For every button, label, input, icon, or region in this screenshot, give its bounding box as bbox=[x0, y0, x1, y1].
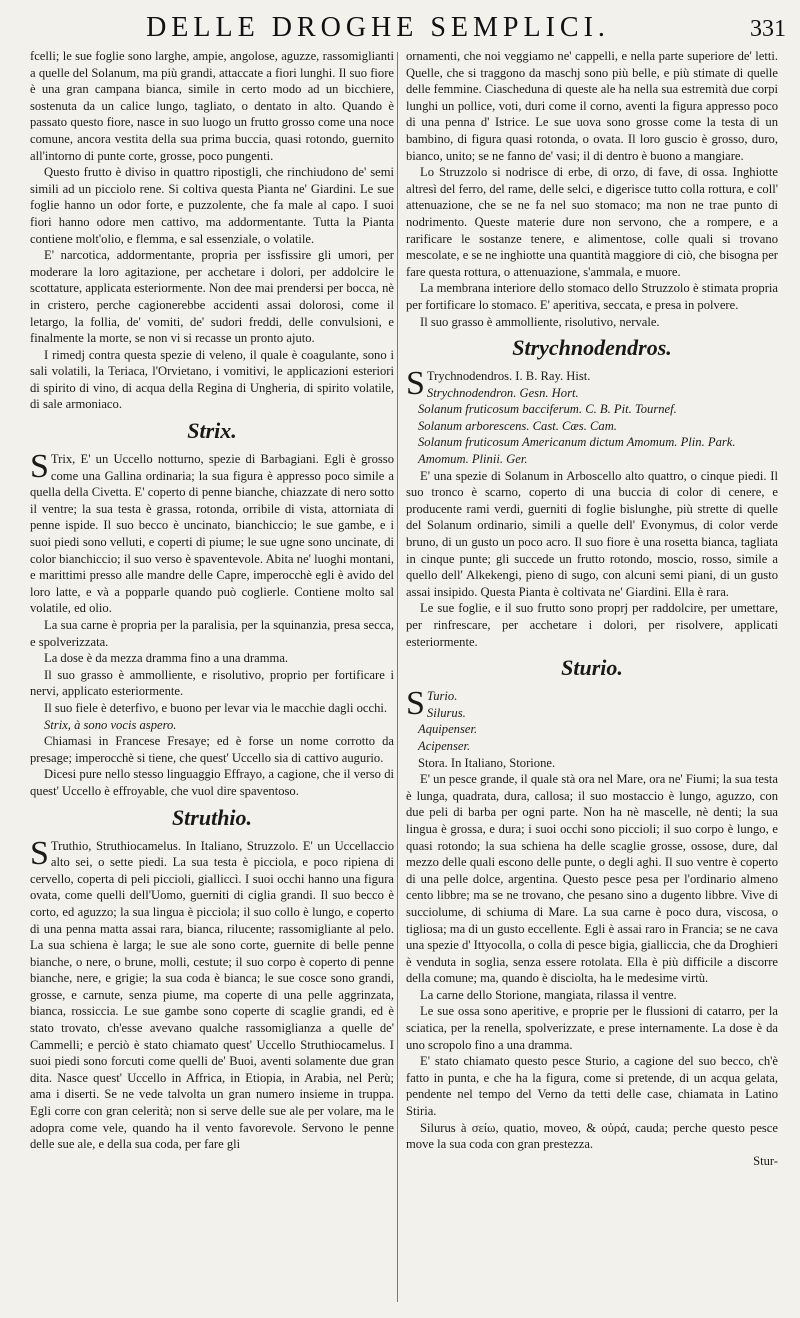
paragraph: Il suo fiele è deterfivo, e buono per levar via le macchie dagli occhi. bbox=[44, 700, 388, 715]
drop-cap: S bbox=[30, 448, 49, 486]
entry-body bbox=[30, 834, 394, 1153]
paragraph: E' stato chiamato questo pesce Sturio, a cagione del suo becco, ch'è fatto in punta, e che ha la figura, come si pretende, di un acqua gelata, pendente nel tempo del Verno da tetti delle case, chiamata in Latino Stiria. bbox=[406, 1054, 778, 1119]
drop-cap: S bbox=[30, 834, 49, 872]
paragraph: La carne dello Storione, mangiata, rilassa il ventre. bbox=[420, 987, 677, 1002]
entry-title-strix: Strix. bbox=[187, 418, 237, 444]
synonym-line: Solanum arborescens. Cast. Cæs. Cam. bbox=[418, 418, 617, 433]
synonym-line: Silurus. bbox=[426, 705, 466, 720]
paragraph: Chiamasi in Francese Fresaye; ed è forse un nome corrotto da presage; imperocchè si tiene, che quest' Uccello sia di cattivo augurio. bbox=[30, 734, 394, 765]
catchword: Stur- bbox=[753, 1153, 778, 1168]
synonym-line: Strychnodendron. Gesn. Hort. bbox=[426, 385, 579, 400]
entry-title-struthio: Struthio. bbox=[171, 804, 253, 830]
left-column bbox=[30, 48, 394, 1306]
page-number: 331 bbox=[750, 16, 786, 42]
paragraph: E' un pesce grande, il quale stà ora nel Mare, ora ne' Fiumi; la sua testa è lunga, quadrata, dura, callosa; il suo mostaccio è lungo, aguzzo, con due peli di barba per ogni parte. Non ha nè mascelle, nè denti; la sua lingua è grossa, e dura; i suoi occhi sono piccioli; il suo corpo è lungo, e quasi rotondo; la sua schiena ha delle scaglie grosse, ossose, dure, dal mezzo delle quali escono delle punte, o degli aghi. Il suo ventre è coperto di una pelle dolce, argentina. Questo pesce pesa per l'ordinario almeno cento libbre; ma se ne trovano, che pesano sino a dugento libbre. Vive di succiolume, di schiuma di Mare. La sua carne è poco dura, viscosa, o tigliosa; ma di un gusto eccellente. Egli è assai raro in Francia; se ne cava una spezie d' Ittyocolla, o colla di pesce bigia, gialliccia, che da Droghieri è venduta in soglia, senza essere rotolata. Ella è più difficile a discorre della comune; ma, quando è disciolta, ha le medesime virtù. bbox=[406, 772, 778, 986]
synonym-text: Trychnodendros. I. B. Ray. Hist. bbox=[426, 369, 591, 384]
paragraph: La dose è da mezza dramma fino a una dramma. bbox=[44, 651, 289, 666]
right-column bbox=[406, 48, 778, 1306]
etymology: Strix, à sono vocis aspero. bbox=[44, 717, 177, 732]
paragraph-text: Trix, E' un Uccello notturno, spezie di Barbagiani. Egli è grosso come una Gallina ordinaria; la sua figura è appresso poco simile a quella della Civetta. E' coperto di penne bianche, chiazzate di nero sotto il ventre; la sua testa è grassa, rotonda, orribile di vista, attorniata di penne ispide. Il suo becco è uncinato, bianchiccio; le sue gambe, e i suoi piedi sono velluti, e coperti di piume; le sue ugne sono uncinate, di color bianchiccio; il suo verso è spaventevole. Abita ne' luoghi montani, e marittimi presso alle mandre delle Capre, imperocchè egli è avido del loro latte, e và a popparle quando può coglierle. Contiene molto sal volatile, ed olio. bbox=[30, 452, 394, 616]
paragraph: Questo frutto è diviso in quattro ripostigli, che rinchiudono de' semi simili ad un picciolo rene. Si coltiva questa Pianta ne' Giardini. Le sue foglie hanno un odor forte, e puzzolente, che fa male al capo. I suoi fiori hanno odore men cattivo, ma addormentante. Tutta la Pianta contiene molt'olio, e flemma, e sal essenziale, o volatile. bbox=[30, 165, 394, 246]
entry-title-strychnodendros: Strychnodendros. bbox=[512, 335, 672, 361]
paragraph: Le sue foglie, e il suo frutto sono proprj per raddolcire, per umettare, per rinfrescare, per acchetare i dolori, per risolvere, applicati esteriormente. bbox=[406, 601, 778, 649]
synonym-line: Solanum fruticosum Americanum dictum Amomum. Plin. Park. bbox=[418, 435, 736, 450]
page-header bbox=[30, 6, 786, 50]
paragraph: ornamenti, che noi veggiamo ne' cappelli, e nella parte superiore de' letti. Quelle, che si traggono da maschj sono più belle, e più stimate di quelle delle femmine. Ciascheduna di queste ale ha nella sua estremità due corpi lunghi un pollice, voti, duri come il corno, aventi la figura appresso poco di una penna d' Istrice. Le sue uova sono grosse come la testa di un bambino, di figura quasi rotonda, o ovata. Il loro guscio è grosso, duro, bianco, unito; se ne fanno de' vasi; il di dentro è buono a mangiare. bbox=[406, 49, 778, 163]
paragraph: Dicesi pure nello stesso linguaggio Effrayo, a cagione, che il verso di quest' Uccello è effroyable, che vuol dire spaventoso. bbox=[30, 767, 394, 798]
synonym-line: Amomum. Plinii. Ger. bbox=[418, 452, 528, 467]
paragraph: La membrana interiore dello stomaco dello Struzzolo è stimata propria per fortificare lo stomaco. E' aperitiva, seccata, e presa in polvere. bbox=[406, 281, 778, 312]
column-divider bbox=[397, 52, 398, 1302]
drop-cap: S bbox=[406, 685, 425, 723]
paragraph: E' narcotica, addormentante, propria per issfissire gli umori, per moderare la loro agitazione, per acchetare i dolori, per addolcire le scottature, applicata esteriormente. Non dee mai prendersi per bocca, nè in cristero, perche cagionerebbe accidenti assai dolorosi, come il letargo, la follia, de' vomiti, de' sudori freddi, delle convulsioni, e finalmente la morte, se non vi si recasse un pronto ajuto. bbox=[30, 248, 394, 346]
drop-cap: S bbox=[406, 365, 425, 403]
synonym-line: Acipenser. bbox=[418, 738, 471, 753]
entry-title-sturio: Sturio. bbox=[561, 655, 623, 681]
paragraph: Silurus à σείω, quatio, moveo, & οὐρά, cauda; perche questo pesce move la sua coda con gran prestezza. bbox=[406, 1120, 778, 1152]
paragraph: Il suo grasso è ammolliente, e risolutivo, proprio per fortificare i nervi, applicato esteriormente. bbox=[30, 667, 394, 699]
paragraph: E' una spezie di Solanum in Arboscello alto quattro, o cinque piedi. Il suo tronco è scarno, coperto di una buccia di color di cenere, e producente rami verdi, guerniti di foglie bislunghe, più strette di quelle del Solanum ordinario, simili a quelle dell' Evonymus, di color verde bruno, di un gusto un poco acro. Il suo fiore è una rosetta bianca, tagliata in cinque punte; gli succede un frutto rotondo, moscio, rosso, simile a quello dell' Alkekengi, pieno di sugo, con alcuni semi piani, di un gusto assai insipido. Questa Pianta è coltivata ne' Giardini. Ella è rara. bbox=[406, 468, 778, 599]
entry-body bbox=[30, 448, 394, 617]
paragraph: La sua carne è propria per la paralisia, per la squinanzia, presa secca, e spolverizzata. bbox=[30, 618, 394, 649]
paragraph-text: Truthio, Struthiocamelus. In Italiano, Struzzolo. E' un Uccellaccio alto sei, o sette piedi. La sua testa è picciola, e poco ripiena di cervello, coperta di peli piccioli, gialliccì. I suoi occhi hanno una figura ovata, come quelli dell'Uomo, guerniti di ciglia grandi. Il suo becco è corto, ed aguzzo; la sua lingua è picciola; il suo collo è lungo, e coperto di una penna matta assai rara, bianca, rilucente; rassomigliante al pelo. La sua schiena è larga; le sue ale sono corte, guernite di belle penne bianche, o nere, o brune, molli, cestute; il suo corpo è coperto di penne bianche, nere, e grigie; la sua coda è bianca; le sue cosce sono grandi, grosse, e carnute, senza piume, ma coperte di una pelle aggrinzata, bianca, rossiccia. Le sue gambe sono coperte di scaglie grandi, ed è stato trovato, ch'esse avevano qualche rassomiglianza a quelle de' Cammelli; e perciò è stato chiamato quest' Uccello Struthiocamelus. I suoi piedi sono forcuti come quelli de' Buoi, aventi solamente due gran dita. Nasce quest' Uccello in Affrica, in Etiopia, in Arabia, nel Perù; ama i diserti. Se ne vede talvolta un gran numero insieme in truppa. Egli corre con gran celerità; non si serve delle sue ale per volare, ma le adopra come vele, quando ha il vento favorevole. Servono le penne delle sue ale, e della sua coda, per fare gli bbox=[30, 838, 394, 1152]
paragraph: Lo Struzzolo si nodrisce di erbe, di orzo, di fave, di ossa. Inghiotte altresì del ferro, del rame, delle selci, e digerisce tutto colla rottura, e coll' attenuazione, che se ne fa nel suo stomaco; ma non ne trae punto di nodrimento. Queste materie dure non servono, che a rompere, e a rarificare le sostanze tenere, e alimentose, colle quali si trovano mescolate, e se ne inghiotte una quantità maggiore di ciò, che bisogna per fare questa rottura, o attenuazione, s'ammala, e muore. bbox=[406, 165, 778, 279]
paragraph: Il suo grasso è ammolliente, risolutivo, nervale. bbox=[420, 314, 660, 329]
synonym-line: Stora. In Italiano, Storione. bbox=[418, 755, 556, 770]
synonym-line: Aquipenser. bbox=[418, 722, 478, 737]
paragraph: fcelli; le sue foglie sono larghe, ampie, angolose, aguzze, rassomiglianti a quelle del Solanum, ma più grandi, attaccate a fiori lunghi. Il suo fiore è una gran campana bianca, simile in certo modo ad un bicchiere, sostenuta da un calice lungo, tagliato, o dentato in alto. Quando è passato questo fiore, nasce in suo luogo un frutto grosso come una noce comune, ancora vestita della sua prima buccia, quasi rotondo, guernito all'intorno di punte corte, grosse, poco pungenti. bbox=[30, 49, 394, 163]
running-title: DELLE DROGHE SEMPLICI. bbox=[146, 12, 610, 43]
paragraph: I rimedj contra questa spezie di veleno, il quale è coagulante, sono i sali volatili, la Teriaca, l'Orvietano, i vomitivi, le applicazioni esteriori di spirito di vino, di acqua della Regina di Ungheria, di spirito volatile, di sale armoniaco. bbox=[30, 347, 394, 412]
paragraph: Le sue ossa sono aperitive, e proprie per le flussioni di catarro, per la sciatica, per la renella, spolverizzate, e prese internamente. La dose è da uno scropolo fino a una dramma. bbox=[406, 1004, 778, 1052]
synonym-line: Solanum fruticosum bacciferum. C. B. Pit. Tournef. bbox=[418, 402, 677, 417]
synonym-text: Turio. bbox=[426, 689, 458, 704]
